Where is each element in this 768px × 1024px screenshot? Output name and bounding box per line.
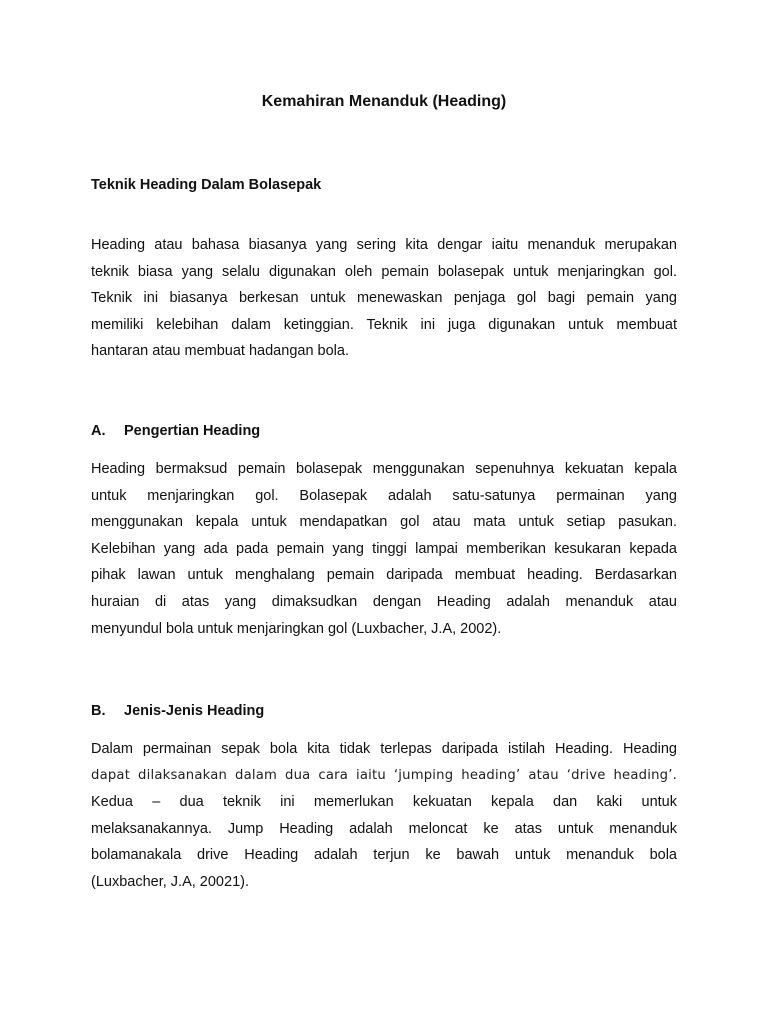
section-b-line: melaksanakannya. Jump Heading adalah meloncat ke atas untuk menanduk [91, 820, 677, 837]
intro-paragraph [91, 232, 677, 365]
intro-line: Heading atau bahasa biasanya yang sering kita dengar iaitu menanduk merupakan [91, 237, 677, 253]
intro-line: memiliki kelebihan dalam ketinggian. Teknik ini juga digunakan untuk membuat [91, 316, 677, 333]
section-b-line: bolamanakala drive Heading adalah terjun ke bawah untuk menanduk bola [91, 847, 677, 864]
section-a-line: Heading bermaksud pemain bolasepak menggunakan sepenuhnya kekuatan kepala [91, 461, 677, 477]
section-a-heading [91, 421, 677, 441]
document-title: Kemahiran Menanduk (Heading) [261, 93, 507, 110]
section-b-line: (Luxbacher, J.A, 20021). [91, 873, 249, 890]
section-a-line: Kelebihan yang ada pada pemain yang tinggi lampai memberikan kesukaran kepada [91, 540, 677, 557]
section-a-line: pihak lawan untuk menghalang pemain daripada membuat heading. Berdasarkan [91, 567, 677, 584]
section-b-line: Dalam permainan sepak bola kita tidak terlepas daripada istilah Heading. Heading [91, 741, 677, 757]
section-a-paragraph [91, 456, 677, 642]
section-b-line: Kedua – dua teknik ini memerlukan kekuatan kepala dan kaki untuk [91, 794, 677, 811]
intro-line: teknik biasa yang selalu digunakan oleh pemain bolasepak untuk menjaringkan gol. [91, 263, 677, 280]
section-b-paragraph [91, 736, 677, 896]
section-b-line: dapat dilaksanakan dalam dua cara iaitu ‘jumping heading’ atau ‘drive heading’. [91, 767, 677, 783]
section-a-title: Pengertian Heading [124, 423, 261, 439]
section-a-letter: A. [91, 423, 106, 439]
section-a-line: untuk menjaringkan gol. Bolasepak adalah satu-satunya permainan yang [91, 487, 677, 504]
section-b-title: Jenis-Jenis Heading [124, 703, 265, 719]
intro-line: Teknik ini biasanya berkesan untuk menewaskan penjaga gol bagi pemain yang [91, 290, 677, 307]
section-b-heading [91, 701, 677, 721]
document-subheading: Teknik Heading Dalam Bolasepak [91, 177, 322, 193]
section-a-line: huraian di atas yang dimaksudkan dengan Heading adalah menanduk atau [91, 593, 677, 610]
section-a-line: menggunakan kepala untuk mendapatkan gol atau mata untuk setiap pasukan. [91, 514, 677, 531]
section-b-letter: B. [91, 703, 106, 719]
section-a-line: menyundul bola untuk menjaringkan gol (Luxbacher, J.A, 2002). [91, 620, 502, 637]
intro-line: hantaran atau membuat hadangan bola. [91, 343, 349, 360]
